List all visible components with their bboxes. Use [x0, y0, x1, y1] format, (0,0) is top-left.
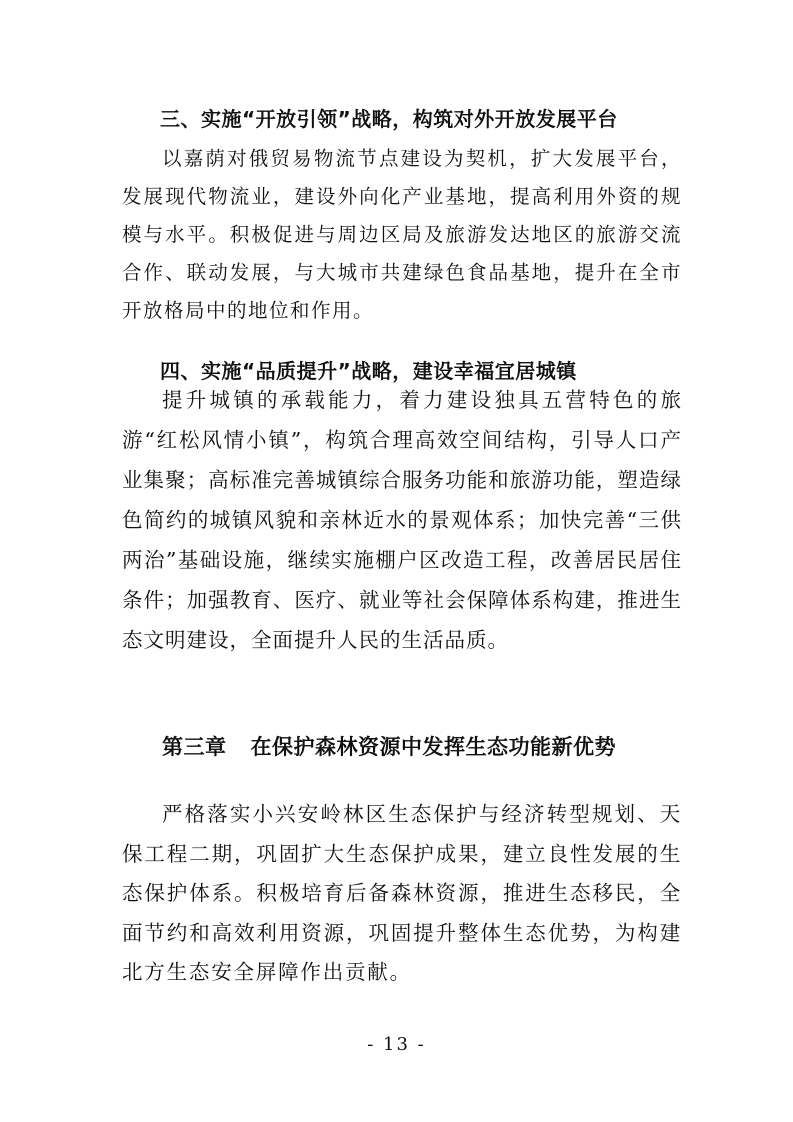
section-4-heading: 四、实施“品质提升”战略，建设幸福宜居城镇: [160, 359, 577, 383]
chapter-title: 在保护森林资源中发挥生态功能新优势: [250, 735, 616, 759]
section-3-paragraph: 以嘉荫对俄贸易物流节点建设为契机，扩大发展平台，发展现代物流业，建设外向化产业基地，提高利用外资的规模与水平。积极促进与周边区局及旅游发达地区的旅游交流合作、联动发展，与大城市共建绿色食品基地，提升在全市开放格局中的地位和作用。: [122, 147, 682, 322]
chapter-heading: [162, 731, 616, 761]
page-number: - 13 -: [367, 1034, 426, 1055]
section-3-heading: 三、实施“开放引领”战略，构筑对外开放发展平台: [160, 107, 618, 131]
chapter-number: 第三章: [162, 735, 227, 759]
section-4-paragraph: 提升城镇的承载能力，着力建设独具五营特色的旅游“红松风情小镇”，构筑合理高效空间结构，引导人口产业集聚；高标准完善城镇综合服务功能和旅游功能，塑造绿色简约的城镇风貌和亲林近水的景观体系；加快完善“三供两治”基础设施，继续实施棚户区改造工程，改善居民居住条件；加强教育、医疗、就业等社会保障体系构建，推进生态文明建设，全面提升人民的生活品质。: [122, 388, 682, 652]
chapter-3-paragraph: 严格落实小兴安岭林区生态保护与经济转型规划、天保工程二期，巩固扩大生态保护成果，建立良性发展的生态保护体系。积极培育后备森林资源，推进生态移民，全面节约和高效利用资源，巩固提升整体生态优势，为构建北方生态安全屏障作出贡献。: [122, 802, 682, 984]
